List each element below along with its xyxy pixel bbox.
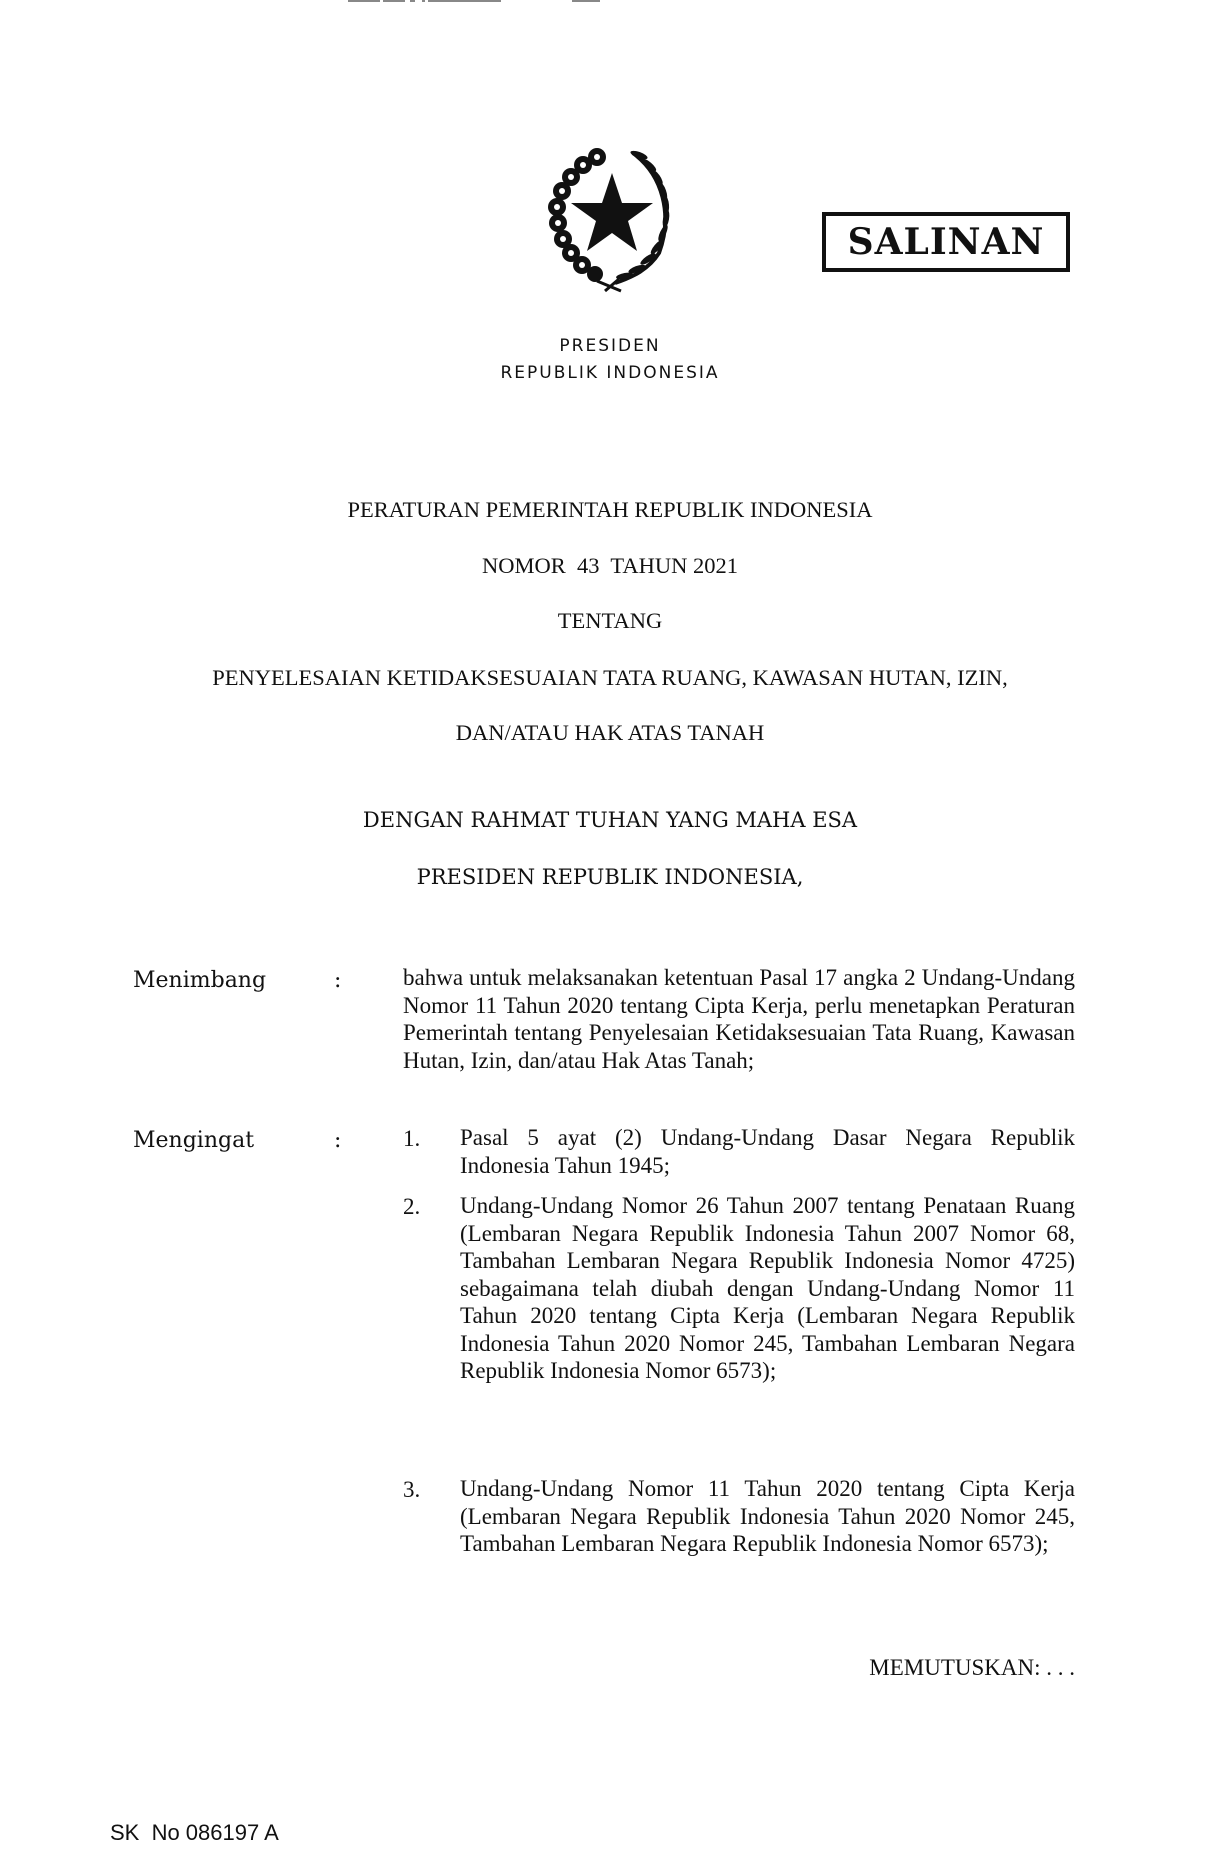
mengingat-item-3-text: Undang-Undang Nomor 11 Tahun 2020 tentang Cipta Kerja (Lembaran Negara Republik Indonesia Tahun 2020 Nomor 245, Tambahan Lembaran Negara Republik Indonesia Nomor 6573); [460,1476,1075,1556]
sk-serial-number: SK No 086197 A [110,1820,279,1845]
presiden-letterhead-line1: PRESIDEN [559,336,661,356]
mengingat-label: Mengingat [133,1128,255,1153]
salinan-copy-stamp: SALINAN [822,212,1070,272]
presiden-letterhead [420,333,800,387]
memutuskan-continuation: MEMUTUSKAN: . . . [869,1655,1075,1680]
menimbang-label: Menimbang [133,968,267,993]
mengingat-item-1-text: Pasal 5 ayat (2) Undang-Undang Dasar Negara Republik Indonesia Tahun 1945; [460,1125,1075,1178]
preamble-line1: DENGAN RAHMAT TUHAN YANG MAHA ESA [362,808,858,832]
mengingat-colon: : [334,1128,342,1153]
menimbang-text: bahwa untuk melaksanakan ketentuan Pasal 17 angka 2 Undang-Undang Nomor 11 Tahun 2020 tentang Cipta Kerja, perlu menetapkan Peraturan Pemerintah tentang Penyelesaian Ketidaksesuaian Tata Ruang, Kawasan Hutan, Izin, dan/atau Hak Atas Tanah; [403,965,1075,1073]
presiden-letterhead-line2: REPUBLIK INDONESIA [500,363,720,383]
mengingat-item-2-number: 2. [403,1194,421,1219]
regulation-subject-line2: DAN/ATAU HAK ATAS TANAH [455,720,765,745]
garuda-star-wreath-emblem-icon [535,135,685,295]
menimbang-colon: : [334,968,342,993]
mengingat-item-3-number: 3. [403,1477,421,1502]
regulation-title: PERATURAN PEMERINTAH REPUBLIK INDONESIA [347,497,873,522]
preamble-line2: PRESIDEN REPUBLIK INDONESIA, [416,865,804,889]
mengingat-item-1-number: 1. [403,1126,421,1151]
regulation-number: NOMOR 43 TAHUN 2021 [482,553,738,578]
scan-artifact-marks [348,0,668,3]
mengingat-item-2-text: Undang-Undang Nomor 26 Tahun 2007 tentang Penataan Ruang (Lembaran Negara Republik Indonesia Tahun 2007 Nomor 68, Tambahan Lembaran Negara Republik Indonesia Nomor 4725) sebagaimana telah diubah dengan Undang-Undang Nomor 11 Tahun 2020 tentang Cipta Kerja (Lembaran Negara Republik Indonesia Tahun 2020 Nomor 245, Tambahan Lembaran Negara Republik Indonesia Nomor 6573); [460,1193,1075,1383]
regulation-subject-line1: PENYELESAIAN KETIDAKSESUAIAN TATA RUANG, KAWASAN HUTAN, IZIN, [212,665,1008,690]
regulation-tentang: TENTANG [557,608,663,633]
